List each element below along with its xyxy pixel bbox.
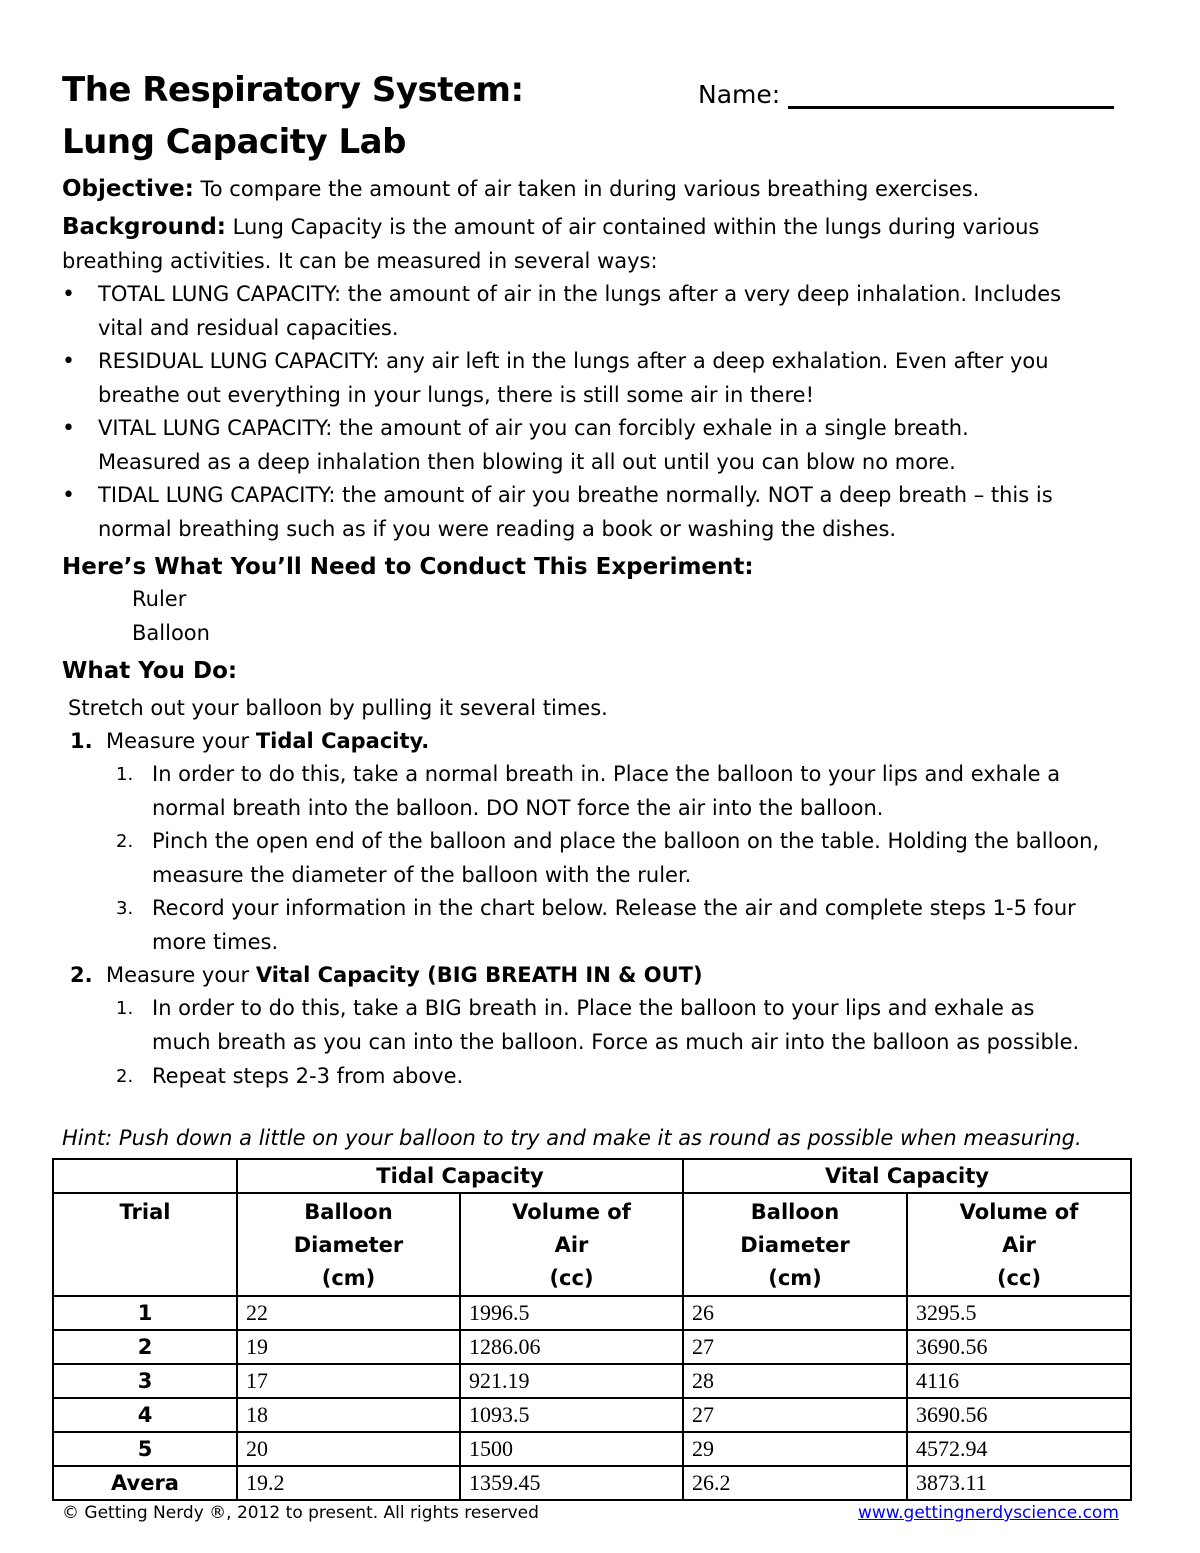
vital-capacity-header: Vital Capacity	[683, 1159, 1131, 1193]
background-text-1: Lung Capacity is the amount of air contained within the lungs during various	[226, 215, 1040, 239]
table-corner-cell	[53, 1159, 237, 1193]
material-ruler: Ruler	[132, 587, 187, 611]
table-row: 4 18 1093.5 27 3690.56	[53, 1398, 1131, 1432]
page-title: The Respiratory System:	[62, 70, 524, 110]
procedure-heading: What You Do:	[62, 658, 238, 684]
materials-heading: Here’s What You’ll Need to Conduct This Experiment:	[62, 554, 754, 580]
name-label: Name:	[698, 80, 781, 109]
table-column-header-row	[53, 1193, 1131, 1296]
list-item: • RESIDUAL LUNG CAPACITY: any air left in the lungs after a deep exhalation. Even after you breathe out everything in your lungs, there is still some air in there!	[62, 345, 1142, 412]
objective-text: To compare the amount of air taken in during various breathing exercises.	[193, 177, 980, 201]
background	[62, 210, 1142, 278]
step-2: 2. Measure your Vital Capacity (BIG BREATH IN & OUT)	[70, 963, 703, 987]
vital-diameter-header: Balloon Diameter (cm)	[683, 1193, 907, 1296]
list-item: • VITAL LUNG CAPACITY: the amount of air you can forcibly exhale in a single breath. Measured as a deep inhalation then blowing it all out until you can blow no more.	[62, 412, 1142, 479]
list-item: • TOTAL LUNG CAPACITY: the amount of air in the lungs after a very deep inhalation. Includes vital and residual capacities.	[62, 278, 1142, 345]
copyright-text: © Getting Nerdy ®, 2012 to present. All rights reserved	[62, 1503, 539, 1523]
name-blank-line[interactable]	[788, 82, 1114, 109]
step-1: 1. Measure your Tidal Capacity.	[70, 729, 430, 753]
table-row: 3 17 921.19 28 4116	[53, 1364, 1131, 1398]
step-2-2: 2. Repeat steps 2-3 from above.	[116, 1064, 464, 1088]
step-1-3: 3. Record your information in the chart below. Release the air and complete steps 1-5 four more times.	[116, 896, 1076, 954]
background-text-2: breathing activities. It can be measured in several ways:	[62, 249, 658, 273]
page-subtitle: Lung Capacity Lab	[62, 122, 406, 162]
step-1-2: 2. Pinch the open end of the balloon and place the balloon on the table. Holding the balloon, measure the diameter of the balloon with the ruler.	[116, 829, 1100, 887]
name-field	[698, 80, 1114, 109]
capacity-list	[62, 278, 1142, 546]
objective	[62, 172, 1142, 206]
tidal-capacity-header: Tidal Capacity	[237, 1159, 683, 1193]
table-row: 5 20 1500 29 4572.94	[53, 1432, 1131, 1466]
table-row: 2 19 1286.06 27 3690.56	[53, 1330, 1131, 1364]
list-item: • TIDAL LUNG CAPACITY: the amount of air you breathe normally. NOT a deep breath – this is normal breathing such as if you were reading a book or washing the dishes.	[62, 479, 1142, 546]
data-table	[52, 1158, 1132, 1501]
trial-header: Trial	[53, 1193, 237, 1296]
step-1-1: 1. In order to do this, take a normal breath in. Place the balloon to your lips and exhale a normal breath into the balloon. DO NOT force the air into the balloon.	[116, 762, 1061, 820]
table-row: Avera 19.2 1359.45 26.2 3873.11	[53, 1466, 1131, 1500]
step-2-1: 1. In order to do this, take a BIG breath in. Place the balloon to your lips and exhale as much breath as you can into the balloon. Force as much air into the balloon as possible.	[116, 996, 1080, 1054]
website-link[interactable]: www.gettingnerdyscience.com	[858, 1503, 1119, 1523]
tidal-volume-header: Volume of Air (cc)	[460, 1193, 683, 1296]
procedure-intro: Stretch out your balloon by pulling it several times.	[68, 696, 608, 720]
material-balloon: Balloon	[132, 621, 210, 645]
tidal-diameter-header: Balloon Diameter (cm)	[237, 1193, 460, 1296]
hint-text: Hint: Push down a little on your balloon to try and make it as round as possible when measuring.	[62, 1126, 1082, 1150]
background-label: Background:	[62, 214, 226, 240]
table-group-header-row	[53, 1159, 1131, 1193]
objective-label: Objective:	[62, 176, 194, 202]
table-row: 1 22 1996.5 26 3295.5	[53, 1296, 1131, 1330]
vital-volume-header: Volume of Air (cc)	[907, 1193, 1131, 1296]
